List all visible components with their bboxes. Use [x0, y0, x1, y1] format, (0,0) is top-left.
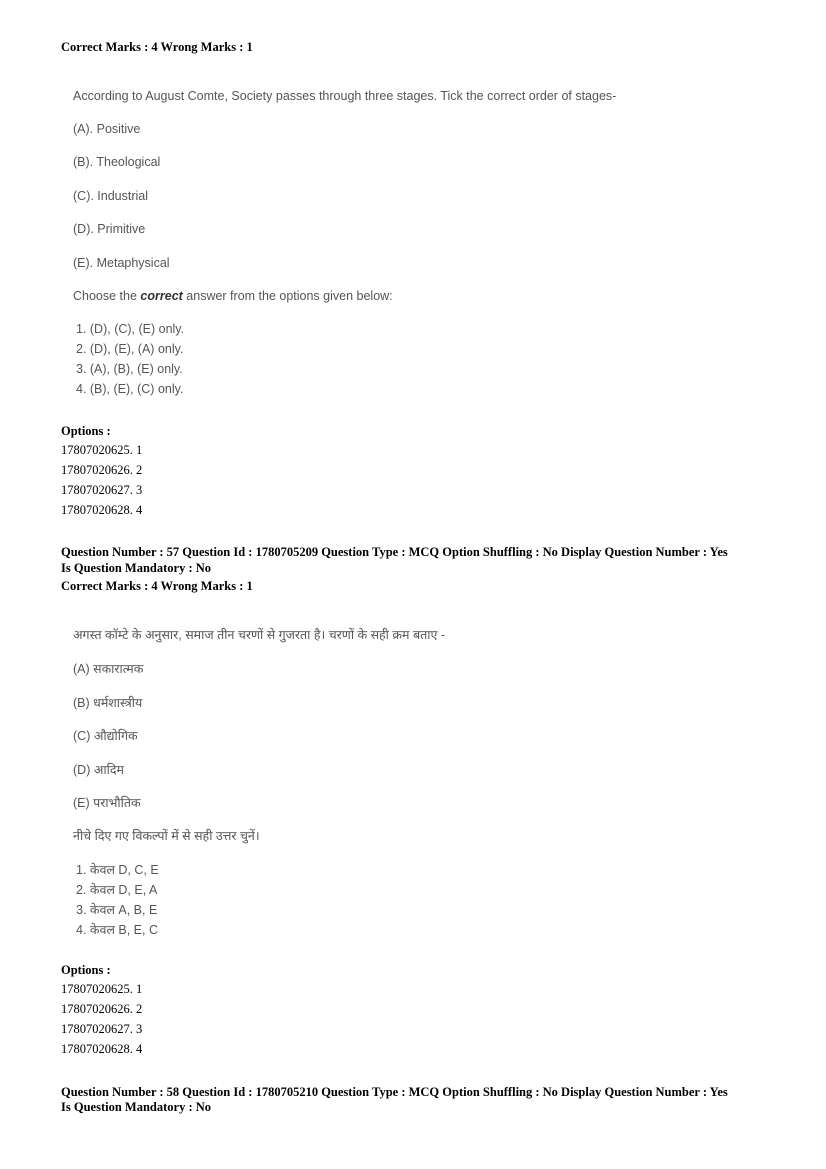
instruction-text: Choose the correct answer from the options given below: [73, 289, 393, 303]
option-id: 17807020628. 4 [61, 503, 143, 517]
question-text: अगस्त कॉम्टे के अनुसार, समाज तीन चरणों से गुजरता है। चरणों के सही क्रम बताए - [73, 628, 445, 642]
answer-choice: 4. (B), (E), (C) only. [76, 382, 184, 396]
question-item: (A) सकारात्मक [73, 662, 144, 676]
instruction-emphasis: correct [140, 289, 183, 303]
option-id: 17807020628. 4 [61, 1042, 143, 1056]
question-item: (D). Primitive [73, 222, 146, 236]
answer-choice: 1. केवल D, C, E [76, 863, 159, 877]
answer-choice: 3. (A), (B), (E) only. [76, 362, 183, 376]
question-item: (E). Metaphysical [73, 256, 170, 270]
instruction-text: नीचे दिए गए विकल्पों में से सही उत्तर चुनें। [73, 829, 260, 843]
answer-choice: 1. (D), (C), (E) only. [76, 322, 185, 336]
marks-line: Correct Marks : 4 Wrong Marks : 1 [61, 579, 253, 593]
options-label: Options : [61, 424, 111, 438]
marks-line: Correct Marks : 4 Wrong Marks : 1 [61, 40, 253, 54]
answer-choice: 3. केवल A, B, E [76, 903, 158, 917]
option-id: 17807020627. 3 [61, 1022, 143, 1036]
question-item: (D) आदिम [73, 763, 124, 777]
question-item: (A). Positive [73, 122, 141, 136]
question-item: (B) धर्मशास्त्रीय [73, 696, 143, 710]
mandatory-line: Is Question Mandatory : No [61, 1100, 212, 1114]
question-item: (C) औद्योगिक [73, 729, 138, 743]
answer-choice: 2. (D), (E), (A) only. [76, 342, 184, 356]
question-header: Question Number : 58 Question Id : 1780705210 Question Type : MCQ Option Shuffling : No Display Question Number : Yes [61, 1085, 728, 1099]
question-text: According to August Comte, Society passes through three stages. Tick the correct order of stages- [73, 89, 617, 103]
option-id: 17807020626. 2 [61, 463, 143, 477]
mandatory-line: Is Question Mandatory : No [61, 561, 212, 575]
question-item: (B). Theological [73, 155, 161, 169]
option-id: 17807020626. 2 [61, 1002, 143, 1016]
question-header: Question Number : 57 Question Id : 1780705209 Question Type : MCQ Option Shuffling : No Display Question Number : Yes [61, 545, 728, 559]
option-id: 17807020627. 3 [61, 483, 143, 497]
option-id: 17807020625. 1 [61, 982, 143, 996]
options-label: Options : [61, 963, 111, 977]
question-item: (C). Industrial [73, 189, 149, 203]
answer-choice: 2. केवल D, E, A [76, 883, 158, 897]
question-item: (E) पराभौतिक [73, 796, 141, 810]
answer-choice: 4. केवल B, E, C [76, 923, 158, 937]
option-id: 17807020625. 1 [61, 443, 143, 457]
